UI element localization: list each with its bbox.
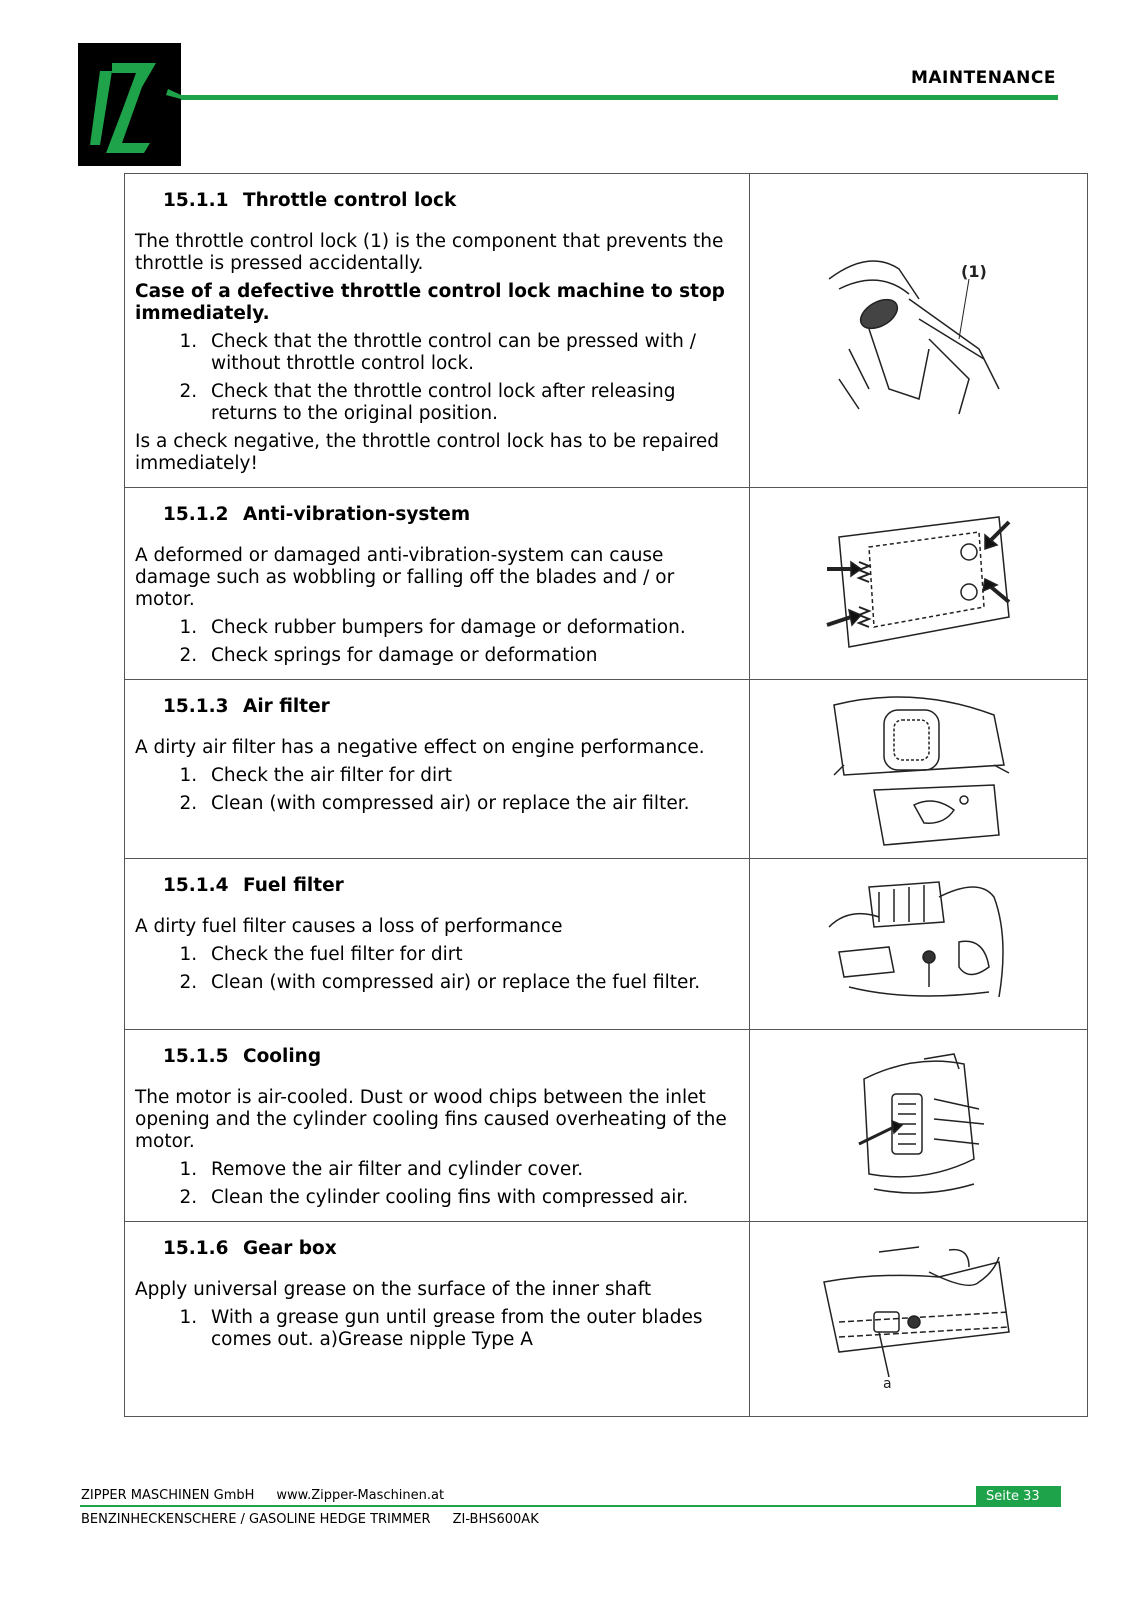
step-list <box>135 944 739 994</box>
callout-label: (1) <box>960 261 987 281</box>
footer-product-line <box>81 1512 539 1527</box>
footer-company: ZIPPER MASCHINEN GmbH <box>81 1488 255 1503</box>
section-row <box>125 680 1088 859</box>
section-heading: 15.1.3 Air filter <box>163 696 330 717</box>
section-row <box>125 1030 1088 1222</box>
header-rule <box>181 95 1058 100</box>
step-item: 1. With a grease gun until grease from the outer blades comes out. a)Grease nipple Type A <box>203 1307 739 1351</box>
step-item: 2. Clean (with compressed air) or replace the fuel filter. <box>203 972 739 994</box>
footer-url[interactable]: www.Zipper-Maschinen.at <box>276 1488 445 1503</box>
step-item: 2. Check that the throttle control lock after releasing returns to the original position. <box>203 381 739 425</box>
air-filter-illustration-icon <box>824 685 1014 850</box>
footer-product: BENZINHECKENSCHERE / GASOLINE HEDGE TRIMMER <box>81 1512 431 1527</box>
step-item: 1. Remove the air filter and cylinder cover. <box>203 1159 739 1181</box>
section-heading: 15.1.5 Cooling <box>163 1046 322 1067</box>
step-list <box>135 617 739 667</box>
step-item: 1. Check the fuel filter for dirt <box>203 944 739 966</box>
cooling-illustration-icon <box>844 1049 994 1199</box>
footer-model: ZI-BHS600AK <box>452 1512 539 1527</box>
zipper-logo-icon <box>78 43 181 166</box>
step-item: 1. Check rubber bumpers for damage or deformation. <box>203 617 739 639</box>
section-paragraph: The throttle control lock (1) is the component that prevents the throttle is pressed accidentally. <box>135 231 724 274</box>
page-number-badge: Seite 33 <box>976 1486 1061 1507</box>
section-paragraph: Apply universal grease on the surface of the inner shaft <box>135 1279 652 1300</box>
section-row <box>125 174 1088 488</box>
step-item: 1. Check that the throttle control can be pressed with / without throttle control lock. <box>203 331 739 375</box>
fuel-filter-illustration-icon <box>819 877 1019 1007</box>
warning-text: Case of a defective throttle control lock machine to stop immediately. <box>135 281 725 324</box>
step-item: 1. Check the air filter for dirt <box>203 765 739 787</box>
section-paragraph: A dirty air filter has a negative effect on engine performance. <box>135 737 705 758</box>
step-item: 2. Clean (with compressed air) or replace the air filter. <box>203 793 739 815</box>
section-heading: 15.1.2 Anti-vibration-system <box>163 504 471 525</box>
section-row <box>125 859 1088 1030</box>
section-paragraph: The motor is air-cooled. Dust or wood chips between the inlet opening and the cylinder cooling fins caused overheating of the motor. <box>135 1087 727 1152</box>
section-paragraph: A deformed or damaged anti-vibration-system can cause damage such as wobbling or falling off the blades and / or motor. <box>135 545 675 610</box>
section-heading: 15.1.6 Gear box <box>163 1238 337 1259</box>
closing-text: Is a check negative, the throttle control lock has to be repaired immediately! <box>135 431 719 474</box>
anti-vibration-illustration-icon <box>819 507 1019 657</box>
step-list <box>135 1307 739 1351</box>
section-row <box>125 1222 1088 1417</box>
gear-box-illustration-icon <box>819 1242 1019 1392</box>
footer-company-line <box>81 1488 444 1503</box>
section-row <box>125 488 1088 680</box>
section-heading: 15.1.4 Fuel filter <box>163 875 344 896</box>
step-item: 2. Clean the cylinder cooling fins with compressed air. <box>203 1187 739 1209</box>
throttle-lock-illustration-icon <box>809 239 1029 419</box>
page-title: MAINTENANCE <box>910 68 1056 88</box>
step-item: 2. Check springs for damage or deformation <box>203 645 739 667</box>
section-paragraph: A dirty fuel filter causes a loss of performance <box>135 916 563 937</box>
step-list <box>135 1159 739 1209</box>
section-heading: 15.1.1 Throttle control lock <box>163 190 457 211</box>
maintenance-table <box>124 173 1088 1417</box>
footer-rule <box>80 1505 1060 1507</box>
step-list <box>135 331 739 425</box>
callout-label: a <box>882 1376 892 1392</box>
step-list <box>135 765 739 815</box>
